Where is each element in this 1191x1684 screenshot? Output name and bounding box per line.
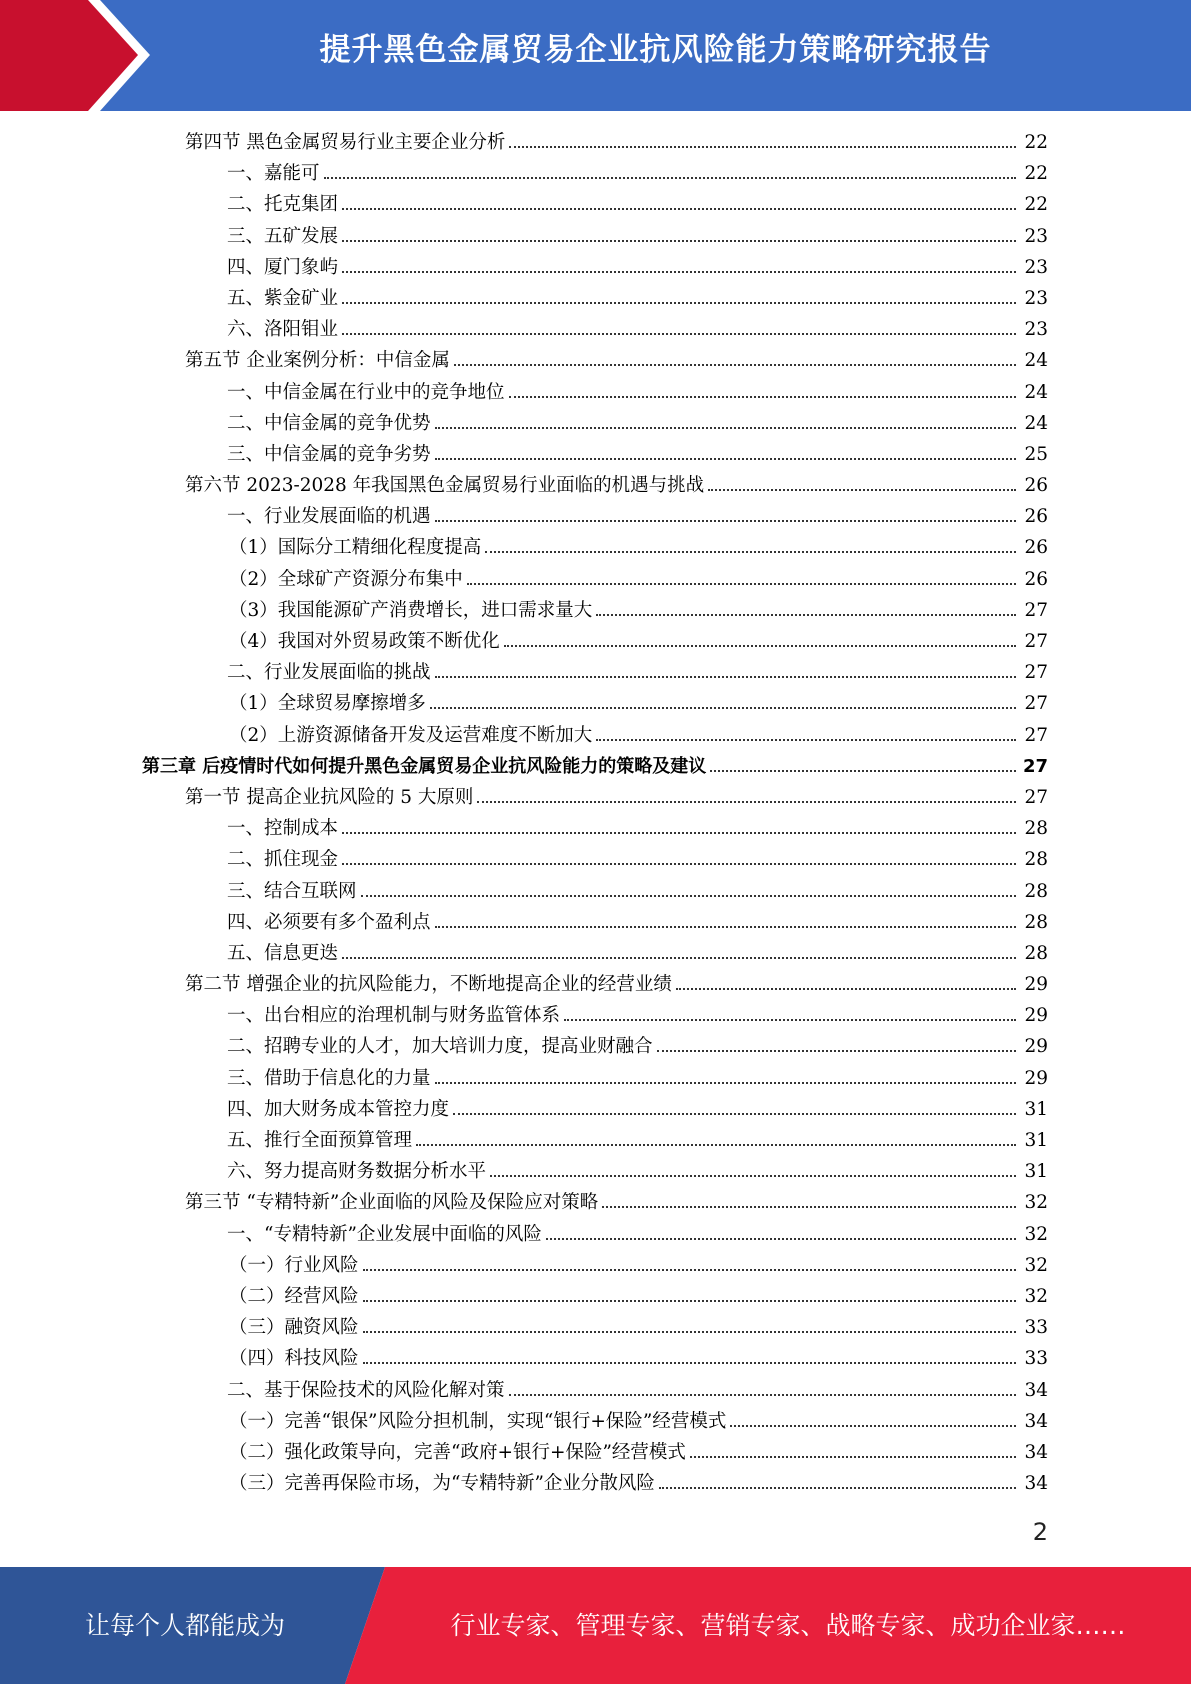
toc-dot-leader (435, 457, 1016, 460)
toc-entry[interactable] (0, 1031, 1191, 1062)
toc-entry-page: 29 (1024, 974, 1048, 996)
toc-entry[interactable] (0, 1468, 1191, 1499)
toc-dot-leader (453, 1112, 1016, 1115)
toc-entry-title: 一、行业发展面临的机遇 (227, 506, 431, 528)
toc-dot-leader (509, 395, 1016, 398)
toc-entry-page: 34 (1024, 1410, 1048, 1432)
toc-entry-title: 二、基于保险技术的风险化解对策 (227, 1379, 505, 1401)
header-banner (0, 0, 1191, 111)
toc-dot-leader (363, 1330, 1016, 1333)
toc-entry[interactable] (0, 595, 1191, 626)
toc-entry-page: 26 (1024, 475, 1048, 497)
toc-entry-page: 26 (1024, 506, 1048, 528)
toc-entry-page: 31 (1024, 1130, 1048, 1151)
toc-entry-title: （一）行业风险 (229, 1254, 359, 1276)
toc-entry-page: 27 (1024, 786, 1048, 808)
footer-slogan-left: 让每个人都能成为 (84, 1611, 285, 1640)
toc-dot-leader (708, 488, 1016, 491)
toc-entry-title: （三）融资风险 (229, 1317, 359, 1339)
toc-entry[interactable] (0, 127, 1191, 158)
toc-entry[interactable] (0, 501, 1191, 532)
toc-entry[interactable] (0, 782, 1191, 813)
toc-entry-page: 28 (1024, 849, 1048, 871)
toc-dot-leader (435, 675, 1016, 678)
toc-entry-title: 第四节 黑色金属贸易行业主要企业分析 (185, 132, 506, 153)
toc-entry-title: 二、行业发展面临的挑战 (227, 662, 431, 684)
toc-entry-title: 四、必须要有多个盈利点 (227, 911, 431, 933)
toc-dot-leader (435, 925, 1016, 928)
toc-entry-page: 28 (1024, 880, 1048, 902)
toc-entry-title: （二）经营风险 (229, 1285, 359, 1307)
toc-entry-title: （2）上游资源储备开发及运营难度不断加大 (229, 724, 593, 746)
toc-entry-title: 五、信息更迭 (227, 942, 339, 964)
toc-entry-title: 二、招聘专业的人才，加大培训力度，提高业财融合 (227, 1036, 653, 1058)
toc-entry[interactable] (0, 345, 1191, 376)
toc-entry[interactable] (0, 626, 1191, 657)
toc-entry-page: 22 (1024, 132, 1048, 153)
chevron-arrow-icon (0, 0, 160, 111)
toc-dot-leader (485, 550, 1016, 553)
toc-entry-page: 33 (1024, 1317, 1048, 1339)
toc-entry[interactable] (0, 564, 1191, 595)
toc-entry[interactable] (0, 1312, 1191, 1343)
toc-entry[interactable] (0, 751, 1191, 782)
toc-entry[interactable] (0, 938, 1191, 969)
toc-entry-page: 31 (1024, 1161, 1048, 1183)
toc-entry-page: 28 (1024, 911, 1048, 933)
toc-entry[interactable] (0, 1125, 1191, 1156)
toc-dot-leader (342, 239, 1016, 242)
toc-entry[interactable] (0, 470, 1191, 501)
toc-entry[interactable] (0, 252, 1191, 283)
report-title: 提升黑色金属贸易企业抗风险能力策略研究报告 (319, 32, 992, 68)
toc-dot-leader (659, 1486, 1016, 1489)
toc-entry-page: 23 (1024, 256, 1048, 278)
toc-entry[interactable] (0, 1156, 1191, 1187)
toc-entry[interactable] (0, 907, 1191, 938)
toc-dot-leader (730, 1424, 1016, 1427)
toc-entry-title: （二）强化政策导向，完善“政府+银行+保险”经营模式 (229, 1441, 686, 1463)
toc-entry[interactable] (0, 408, 1191, 439)
toc-entry[interactable] (0, 876, 1191, 907)
toc-dot-leader (657, 1049, 1016, 1052)
toc-dot-leader (602, 1205, 1016, 1208)
toc-entry-page: 23 (1024, 225, 1048, 247)
toc-dot-leader (342, 270, 1016, 273)
toc-entry-page: 32 (1024, 1192, 1048, 1214)
toc-entry-title: 三、借助于信息化的力量 (227, 1067, 431, 1089)
toc-entry-page: 27 (1024, 599, 1048, 621)
toc-dot-leader (342, 301, 1016, 304)
toc-entry-page: 32 (1024, 1285, 1048, 1307)
toc-entry-page: 24 (1024, 412, 1048, 434)
toc-entry-title: 三、五矿发展 (227, 225, 339, 247)
toc-entry-page: 27 (1024, 631, 1048, 652)
toc-entry[interactable] (0, 1437, 1191, 1468)
toc-entry-title: 二、抓住现金 (227, 849, 339, 871)
toc-entry[interactable] (0, 1250, 1191, 1281)
toc-entry[interactable] (0, 1281, 1191, 1312)
toc-entry-page: 24 (1024, 381, 1048, 403)
toc-entry-title: 五、紫金矿业 (227, 287, 339, 309)
toc-entry-title: 一、“专精特新”企业发展中面临的风险 (227, 1223, 542, 1245)
toc-entry-title: （一）完善“银保”风险分担机制，实现“银行+保险”经营模式 (229, 1410, 727, 1432)
toc-entry[interactable] (0, 1094, 1191, 1125)
toc-entry-page: 31 (1024, 1098, 1048, 1120)
toc-entry-page: 28 (1024, 818, 1048, 840)
toc-entry-page: 34 (1024, 1379, 1048, 1401)
toc-entry[interactable] (0, 189, 1191, 220)
toc-dot-leader (710, 769, 1016, 772)
toc-entry-title: （四）科技风险 (229, 1348, 359, 1370)
toc-entry-page: 24 (1024, 350, 1048, 372)
footer-banner (0, 1567, 1191, 1684)
toc-entry-title: 六、洛阳钼业 (227, 319, 339, 341)
footer-slogan-right: 行业专家、管理专家、营销专家、战略专家、成功企业家…… (450, 1611, 1126, 1640)
toc-entry-title: （2）全球矿产资源分布集中 (229, 568, 463, 590)
toc-entry[interactable] (0, 1375, 1191, 1406)
toc-dot-leader (435, 519, 1016, 522)
toc-entry[interactable] (0, 844, 1191, 875)
toc-entry[interactable] (0, 657, 1191, 688)
page-number: 2 (1032, 1518, 1048, 1546)
toc-entry[interactable] (0, 1343, 1191, 1374)
toc-dot-leader (690, 1455, 1016, 1458)
toc-entry-title: （3）我国能源矿产消费增长，进口需求量大 (229, 599, 593, 621)
toc-entry[interactable] (0, 377, 1191, 408)
toc-entry-page: 22 (1024, 194, 1048, 216)
toc-dot-leader (596, 613, 1016, 616)
toc-entry-page: 29 (1024, 1005, 1048, 1027)
toc-entry-title: 二、中信金属的竞争优势 (227, 412, 431, 434)
toc-entry-page: 34 (1024, 1441, 1048, 1463)
toc-entry-page: 26 (1024, 568, 1048, 590)
toc-entry[interactable] (0, 688, 1191, 719)
toc-entry-title: 第二节 增强企业的抗风险能力，不断地提高企业的经营业绩 (185, 974, 672, 996)
toc-entry-page: 23 (1024, 287, 1048, 309)
toc-entry[interactable] (0, 314, 1191, 345)
toc-entry[interactable] (0, 1406, 1191, 1437)
toc-dot-leader (467, 582, 1016, 585)
toc-dot-leader (342, 862, 1016, 865)
toc-entry-title: 四、厦门象屿 (227, 256, 339, 278)
toc-entry-page: 29 (1024, 1067, 1048, 1089)
toc-dot-leader (477, 800, 1016, 803)
toc-entry-title: 三、中信金属的竞争劣势 (227, 443, 431, 465)
toc-entry[interactable] (0, 813, 1191, 844)
toc-entry[interactable] (0, 158, 1191, 189)
toc-entry-title: 五、推行全面预算管理 (227, 1130, 413, 1151)
toc-entry-page: 26 (1024, 537, 1048, 559)
toc-entry-title: （三）完善再保险市场，为“专精特新”企业分散风险 (229, 1473, 655, 1495)
toc-entry-page: 27 (1024, 662, 1048, 684)
toc-entry-page: 27 (1024, 693, 1048, 715)
toc-dot-leader (596, 738, 1016, 741)
toc-dot-leader (324, 176, 1016, 179)
toc-dot-leader (546, 1237, 1016, 1240)
toc-entry-title: （4）我国对外贸易政策不断优化 (229, 631, 500, 652)
toc-entry-page: 32 (1024, 1254, 1048, 1276)
toc-dot-leader (435, 1081, 1016, 1084)
toc-dot-leader (342, 831, 1016, 834)
toc-entry-page: 27 (1022, 755, 1048, 777)
toc-entry-title: 第六节 2023-2028 年我国黑色金属贸易行业面临的机遇与挑战 (185, 475, 705, 497)
toc-entry-page: 28 (1024, 942, 1048, 964)
toc-dot-leader (363, 1299, 1016, 1302)
toc-entry[interactable] (0, 1063, 1191, 1094)
toc-entry-page: 27 (1024, 724, 1048, 746)
toc-dot-leader (361, 894, 1016, 897)
toc-entry-page: 29 (1024, 1036, 1048, 1058)
toc-entry[interactable] (0, 221, 1191, 252)
toc-dot-leader (454, 363, 1016, 366)
toc-entry-title: 第三章 后疫情时代如何提升黑色金属贸易企业抗风险能力的策略及建议 (142, 755, 707, 777)
toc-dot-leader (342, 332, 1016, 335)
toc-entry[interactable] (0, 969, 1191, 1000)
toc-entry-page: 23 (1024, 319, 1048, 341)
toc-entry[interactable] (0, 439, 1191, 470)
toc-entry-page: 22 (1024, 163, 1048, 185)
toc-dot-leader (363, 1268, 1016, 1271)
toc-entry[interactable] (0, 1187, 1191, 1218)
toc-entry-page: 34 (1024, 1473, 1048, 1495)
toc-entry[interactable] (0, 1000, 1191, 1031)
toc-entry-title: （1）国际分工精细化程度提高 (229, 537, 482, 559)
toc-dot-leader (430, 706, 1016, 709)
toc-entry-title: 第五节 企业案例分析：中信金属 (185, 350, 450, 372)
toc-entry[interactable] (0, 1219, 1191, 1250)
toc-entry-title: 一、中信金属在行业中的竞争地位 (227, 381, 505, 403)
toc-entry-title: （1）全球贸易摩擦增多 (229, 693, 426, 715)
toc-entry-title: 二、托克集团 (227, 194, 339, 216)
toc-entry-title: 四、加大财务成本管控力度 (227, 1098, 450, 1120)
table-of-contents (0, 127, 1191, 1499)
toc-entry-title: 三、结合互联网 (227, 880, 357, 902)
toc-dot-leader (504, 644, 1016, 647)
toc-dot-leader (676, 987, 1016, 990)
toc-dot-leader (416, 1143, 1016, 1146)
toc-dot-leader (490, 1174, 1016, 1177)
toc-dot-leader (509, 145, 1016, 148)
toc-entry-title: 第一节 提高企业抗风险的 5 大原则 (185, 786, 474, 808)
toc-entry-page: 25 (1024, 443, 1048, 465)
toc-entry-title: 一、嘉能可 (227, 163, 320, 185)
toc-entry-title: 第三节 “专精特新”企业面临的风险及保险应对策略 (185, 1192, 599, 1214)
toc-entry-title: 六、努力提高财务数据分析水平 (227, 1161, 487, 1183)
toc-entry-page: 33 (1024, 1348, 1048, 1370)
toc-dot-leader (564, 1018, 1016, 1021)
toc-entry-title: 一、控制成本 (227, 818, 339, 840)
toc-dot-leader (342, 207, 1016, 210)
toc-entry-page: 32 (1024, 1223, 1048, 1245)
toc-dot-leader (342, 956, 1016, 959)
toc-dot-leader (509, 1393, 1016, 1396)
toc-entry[interactable] (0, 720, 1191, 751)
toc-entry-title: 一、出台相应的治理机制与财务监管体系 (227, 1005, 561, 1027)
toc-dot-leader (435, 426, 1016, 429)
toc-entry[interactable] (0, 532, 1191, 563)
toc-entry[interactable] (0, 283, 1191, 314)
toc-dot-leader (363, 1361, 1016, 1364)
